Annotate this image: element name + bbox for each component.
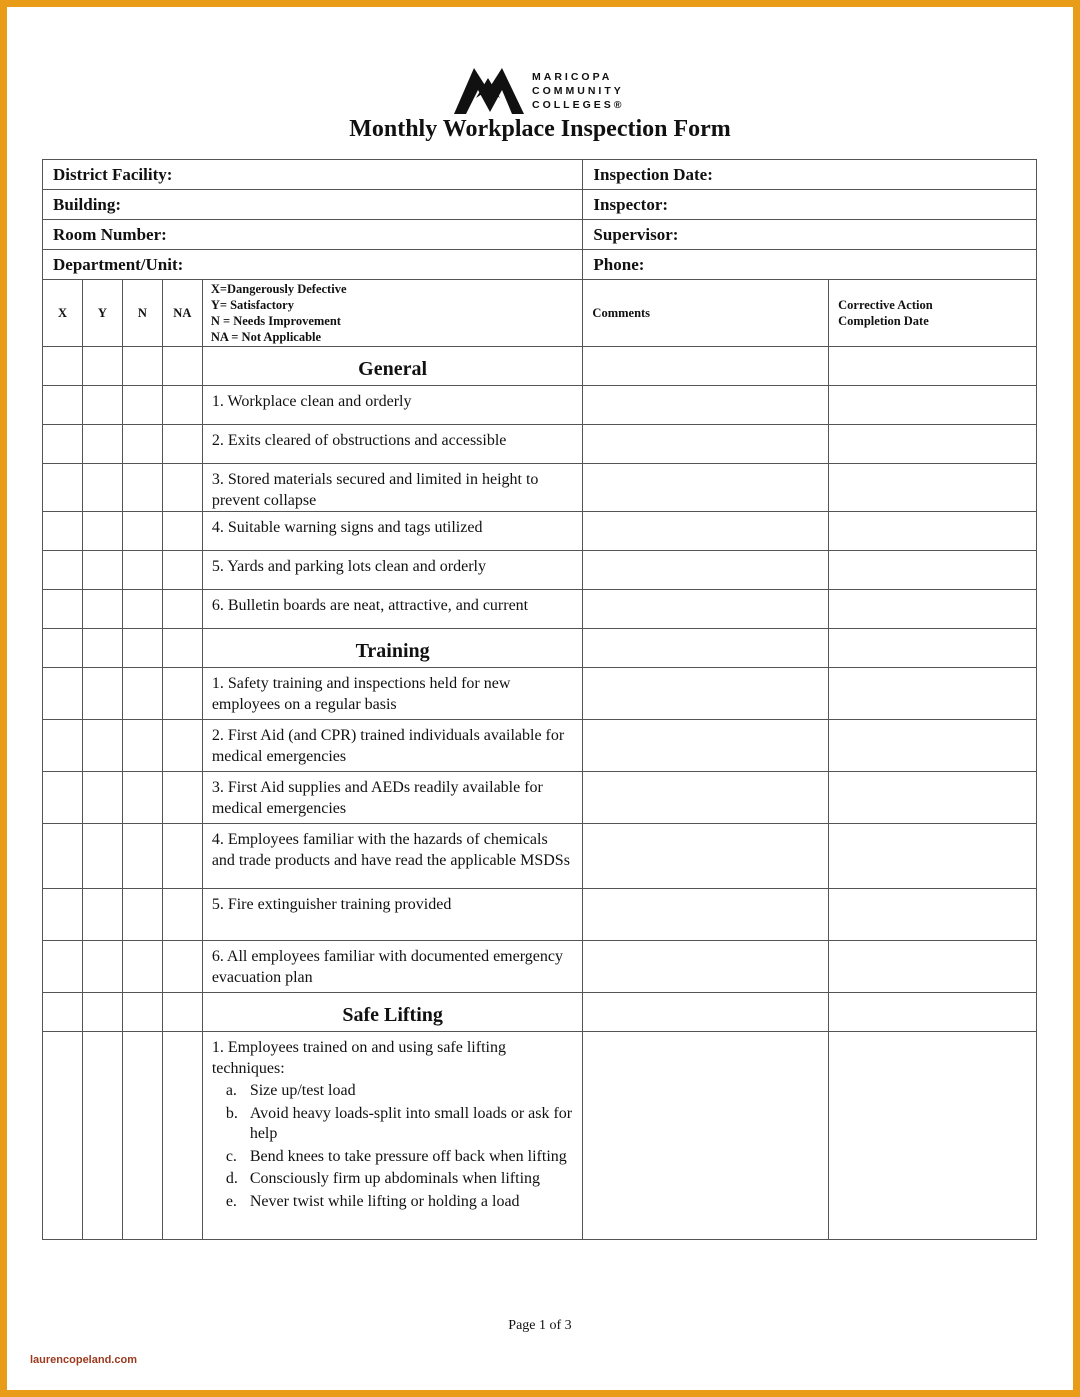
comments-cell[interactable] xyxy=(583,720,829,772)
section-row-training xyxy=(43,629,1037,668)
table-row xyxy=(43,824,1037,889)
cell-y[interactable] xyxy=(82,512,122,551)
cell-y[interactable] xyxy=(82,889,122,941)
logo-line-community: COMMUNITY xyxy=(532,85,624,97)
cell-x[interactable] xyxy=(43,889,83,941)
cell-n[interactable] xyxy=(122,347,162,386)
table-row xyxy=(43,464,1037,512)
header-n: N xyxy=(122,280,162,347)
supervisor-field[interactable]: Supervisor: xyxy=(583,220,1037,250)
comments-cell[interactable] xyxy=(583,425,829,464)
cell-n[interactable] xyxy=(122,386,162,425)
cell-n[interactable] xyxy=(122,464,162,512)
cell-na[interactable] xyxy=(162,889,202,941)
item-text: 2. Exits cleared of obstructions and accessible xyxy=(202,425,583,464)
cell-n[interactable] xyxy=(122,993,162,1032)
cell-x[interactable] xyxy=(43,629,83,668)
item-text: 5. Fire extinguisher training provided xyxy=(202,889,583,941)
comments-cell[interactable] xyxy=(583,551,829,590)
logo-line-colleges: COLLEGES® xyxy=(532,99,625,111)
corrective-cell[interactable] xyxy=(829,512,1037,551)
item-text-lifting xyxy=(202,1032,583,1240)
header-comments: Comments xyxy=(583,280,829,347)
rating-legend xyxy=(202,280,583,347)
table-row xyxy=(43,425,1037,464)
comments-cell[interactable] xyxy=(583,1032,829,1240)
subitem-text: Bend knees to take pressure off back when lifting xyxy=(249,1147,567,1165)
cell-x[interactable] xyxy=(43,512,83,551)
item-text: 3. Stored materials secured and limited in height to prevent collapse xyxy=(202,464,583,512)
legend-n: N = Needs Improvement xyxy=(210,314,341,328)
building-field[interactable]: Building: xyxy=(43,190,583,220)
corrective-cell[interactable] xyxy=(829,464,1037,512)
comments-cell[interactable] xyxy=(583,347,829,386)
cell-x[interactable] xyxy=(43,464,83,512)
cell-y[interactable] xyxy=(82,993,122,1032)
table-row xyxy=(43,668,1037,720)
section-title-safe-lifting: Safe Lifting xyxy=(202,993,583,1032)
department-unit-field[interactable]: Department/Unit: xyxy=(43,250,583,280)
cell-x[interactable] xyxy=(43,1032,83,1240)
section-row-general xyxy=(43,347,1037,386)
cell-na[interactable] xyxy=(162,347,202,386)
cell-na[interactable] xyxy=(162,464,202,512)
corrective-cell[interactable] xyxy=(829,824,1037,889)
info-row-department xyxy=(43,250,1037,280)
corrective-cell[interactable] xyxy=(829,668,1037,720)
cell-y[interactable] xyxy=(82,720,122,772)
cell-na[interactable] xyxy=(162,1032,202,1240)
list-item xyxy=(226,1081,574,1102)
cell-n[interactable] xyxy=(122,425,162,464)
cell-n[interactable] xyxy=(122,889,162,941)
section-title-training: Training xyxy=(202,629,583,668)
cell-y[interactable] xyxy=(82,629,122,668)
header-y: Y xyxy=(82,280,122,347)
cell-na[interactable] xyxy=(162,941,202,993)
cell-na[interactable] xyxy=(162,512,202,551)
table-row xyxy=(43,1032,1037,1240)
comments-cell[interactable] xyxy=(583,629,829,668)
subitem-letter: d. xyxy=(225,1170,238,1187)
legend-y: Y= Satisfactory xyxy=(210,298,294,312)
cell-y[interactable] xyxy=(82,824,122,889)
table-row xyxy=(43,941,1037,993)
cell-na[interactable] xyxy=(162,386,202,425)
cell-y[interactable] xyxy=(82,1032,122,1240)
cell-n[interactable] xyxy=(122,629,162,668)
corrective-cell[interactable] xyxy=(829,720,1037,772)
table-row xyxy=(43,512,1037,551)
header-completion-line: Completion Date xyxy=(838,314,929,328)
cell-n[interactable] xyxy=(122,590,162,629)
logo-line-maricopa: MARICOPA xyxy=(532,71,613,83)
comments-cell[interactable] xyxy=(583,993,829,1032)
table-row xyxy=(43,720,1037,772)
cell-na[interactable] xyxy=(162,668,202,720)
corrective-cell[interactable] xyxy=(829,425,1037,464)
table-row xyxy=(43,590,1037,629)
phone-field[interactable]: Phone: xyxy=(583,250,1037,280)
cell-y[interactable] xyxy=(82,668,122,720)
list-item xyxy=(226,1147,574,1168)
inspection-date-field[interactable]: Inspection Date: xyxy=(583,160,1037,190)
corrective-cell[interactable] xyxy=(829,386,1037,425)
cell-n[interactable] xyxy=(122,1032,162,1240)
cell-y[interactable] xyxy=(82,772,122,824)
cell-x[interactable] xyxy=(43,720,83,772)
comments-cell[interactable] xyxy=(583,889,829,941)
cell-y[interactable] xyxy=(82,464,122,512)
cell-n[interactable] xyxy=(122,824,162,889)
inspector-field[interactable]: Inspector: xyxy=(583,190,1037,220)
cell-na[interactable] xyxy=(162,590,202,629)
cell-na[interactable] xyxy=(162,772,202,824)
cell-na[interactable] xyxy=(162,824,202,889)
corrective-cell[interactable] xyxy=(829,629,1037,668)
watermark: laurencopeland.com xyxy=(30,1354,137,1366)
header-x: X xyxy=(43,280,83,347)
subitem-list xyxy=(212,1081,574,1212)
list-item xyxy=(226,1192,574,1213)
item-text: 4. Suitable warning signs and tags utilized xyxy=(202,512,583,551)
header-corrective-line: Corrective Action xyxy=(838,298,933,312)
cell-n[interactable] xyxy=(122,512,162,551)
item-text: 1. Employees trained on and using safe lifting techniques: xyxy=(211,1039,506,1077)
corrective-cell[interactable] xyxy=(829,551,1037,590)
column-header-row xyxy=(43,280,1037,347)
corrective-cell[interactable] xyxy=(829,772,1037,824)
table-row xyxy=(43,551,1037,590)
subitem-text: Avoid heavy loads-split into small loads or ask for help xyxy=(249,1104,573,1142)
cell-y[interactable] xyxy=(82,941,122,993)
item-text: 6. Bulletin boards are neat, attractive, and current xyxy=(202,590,583,629)
cell-y[interactable] xyxy=(82,347,122,386)
comments-cell[interactable] xyxy=(583,668,829,720)
subitem-letter: c. xyxy=(225,1147,237,1165)
subitem-letter: b. xyxy=(225,1104,238,1122)
cell-x[interactable] xyxy=(43,668,83,720)
mountain-logo-icon xyxy=(454,64,526,114)
subitem-text: Never twist while lifting or holding a load xyxy=(249,1192,520,1210)
corrective-cell[interactable] xyxy=(829,941,1037,993)
legend-na: NA = Not Applicable xyxy=(210,330,322,344)
list-item xyxy=(226,1169,574,1190)
cell-n[interactable] xyxy=(122,941,162,993)
header-corrective-action xyxy=(829,280,1037,347)
comments-cell[interactable] xyxy=(583,590,829,629)
cell-n[interactable] xyxy=(122,720,162,772)
cell-na[interactable] xyxy=(162,993,202,1032)
cell-x[interactable] xyxy=(43,347,83,386)
cell-x[interactable] xyxy=(43,772,83,824)
comments-cell[interactable] xyxy=(583,824,829,889)
subitem-text: Size up/test load xyxy=(249,1082,356,1099)
cell-n[interactable] xyxy=(122,551,162,590)
corrective-cell[interactable] xyxy=(829,889,1037,941)
corrective-cell[interactable] xyxy=(829,347,1037,386)
header-na: NA xyxy=(162,280,202,347)
cell-n[interactable] xyxy=(122,772,162,824)
subitem-letter: a. xyxy=(225,1082,237,1099)
cell-y[interactable] xyxy=(82,590,122,629)
item-text: 1. Safety training and inspections held for new employees on a regular basis xyxy=(202,668,583,720)
comments-cell[interactable] xyxy=(583,464,829,512)
cell-x[interactable] xyxy=(43,386,83,425)
cell-y[interactable] xyxy=(82,386,122,425)
item-text: 3. First Aid supplies and AEDs readily available for medical emergencies xyxy=(202,772,583,824)
cell-x[interactable] xyxy=(43,590,83,629)
table-row xyxy=(43,889,1037,941)
table-row xyxy=(43,386,1037,425)
cell-n[interactable] xyxy=(122,668,162,720)
comments-cell[interactable] xyxy=(583,386,829,425)
info-row-room xyxy=(43,220,1037,250)
cell-x[interactable] xyxy=(43,993,83,1032)
corrective-cell[interactable] xyxy=(829,993,1037,1032)
cell-y[interactable] xyxy=(82,425,122,464)
corrective-cell[interactable] xyxy=(829,590,1037,629)
info-row-facility xyxy=(43,160,1037,190)
inspection-table xyxy=(42,159,1037,1240)
cell-na[interactable] xyxy=(162,551,202,590)
info-row-building xyxy=(43,190,1037,220)
form-title: Monthly Workplace Inspection Form xyxy=(349,116,731,142)
comments-cell[interactable] xyxy=(583,512,829,551)
corrective-cell[interactable] xyxy=(829,1032,1037,1240)
page-number: Page 1 of 3 xyxy=(508,1318,572,1333)
item-text: 1. Workplace clean and orderly xyxy=(202,386,583,425)
cell-na[interactable] xyxy=(162,425,202,464)
section-title-general: General xyxy=(202,347,583,386)
section-row-safe-lifting xyxy=(43,993,1037,1032)
maricopa-logo xyxy=(454,64,634,116)
cell-x[interactable] xyxy=(43,824,83,889)
cell-x[interactable] xyxy=(43,941,83,993)
item-text: 2. First Aid (and CPR) trained individuals available for medical emergencies xyxy=(202,720,583,772)
cell-x[interactable] xyxy=(43,425,83,464)
comments-cell[interactable] xyxy=(583,941,829,993)
district-facility-field[interactable]: District Facility: xyxy=(43,160,583,190)
subitem-text: Consciously firm up abdominals when lifting xyxy=(249,1170,541,1187)
comments-cell[interactable] xyxy=(583,772,829,824)
cell-y[interactable] xyxy=(82,551,122,590)
cell-x[interactable] xyxy=(43,551,83,590)
item-text: 5. Yards and parking lots clean and orderly xyxy=(202,551,583,590)
cell-na[interactable] xyxy=(162,720,202,772)
subitem-letter: e. xyxy=(225,1192,237,1210)
table-row xyxy=(43,772,1037,824)
item-text: 4. Employees familiar with the hazards of chemicals and trade products and have read the applicable MSDSs xyxy=(202,824,583,889)
list-item xyxy=(226,1104,574,1145)
logo-text xyxy=(532,70,625,112)
item-text: 6. All employees familiar with documented emergency evacuation plan xyxy=(202,941,583,993)
legend-x: X=Dangerously Defective xyxy=(210,282,347,296)
cell-na[interactable] xyxy=(162,629,202,668)
room-number-field[interactable]: Room Number: xyxy=(43,220,583,250)
